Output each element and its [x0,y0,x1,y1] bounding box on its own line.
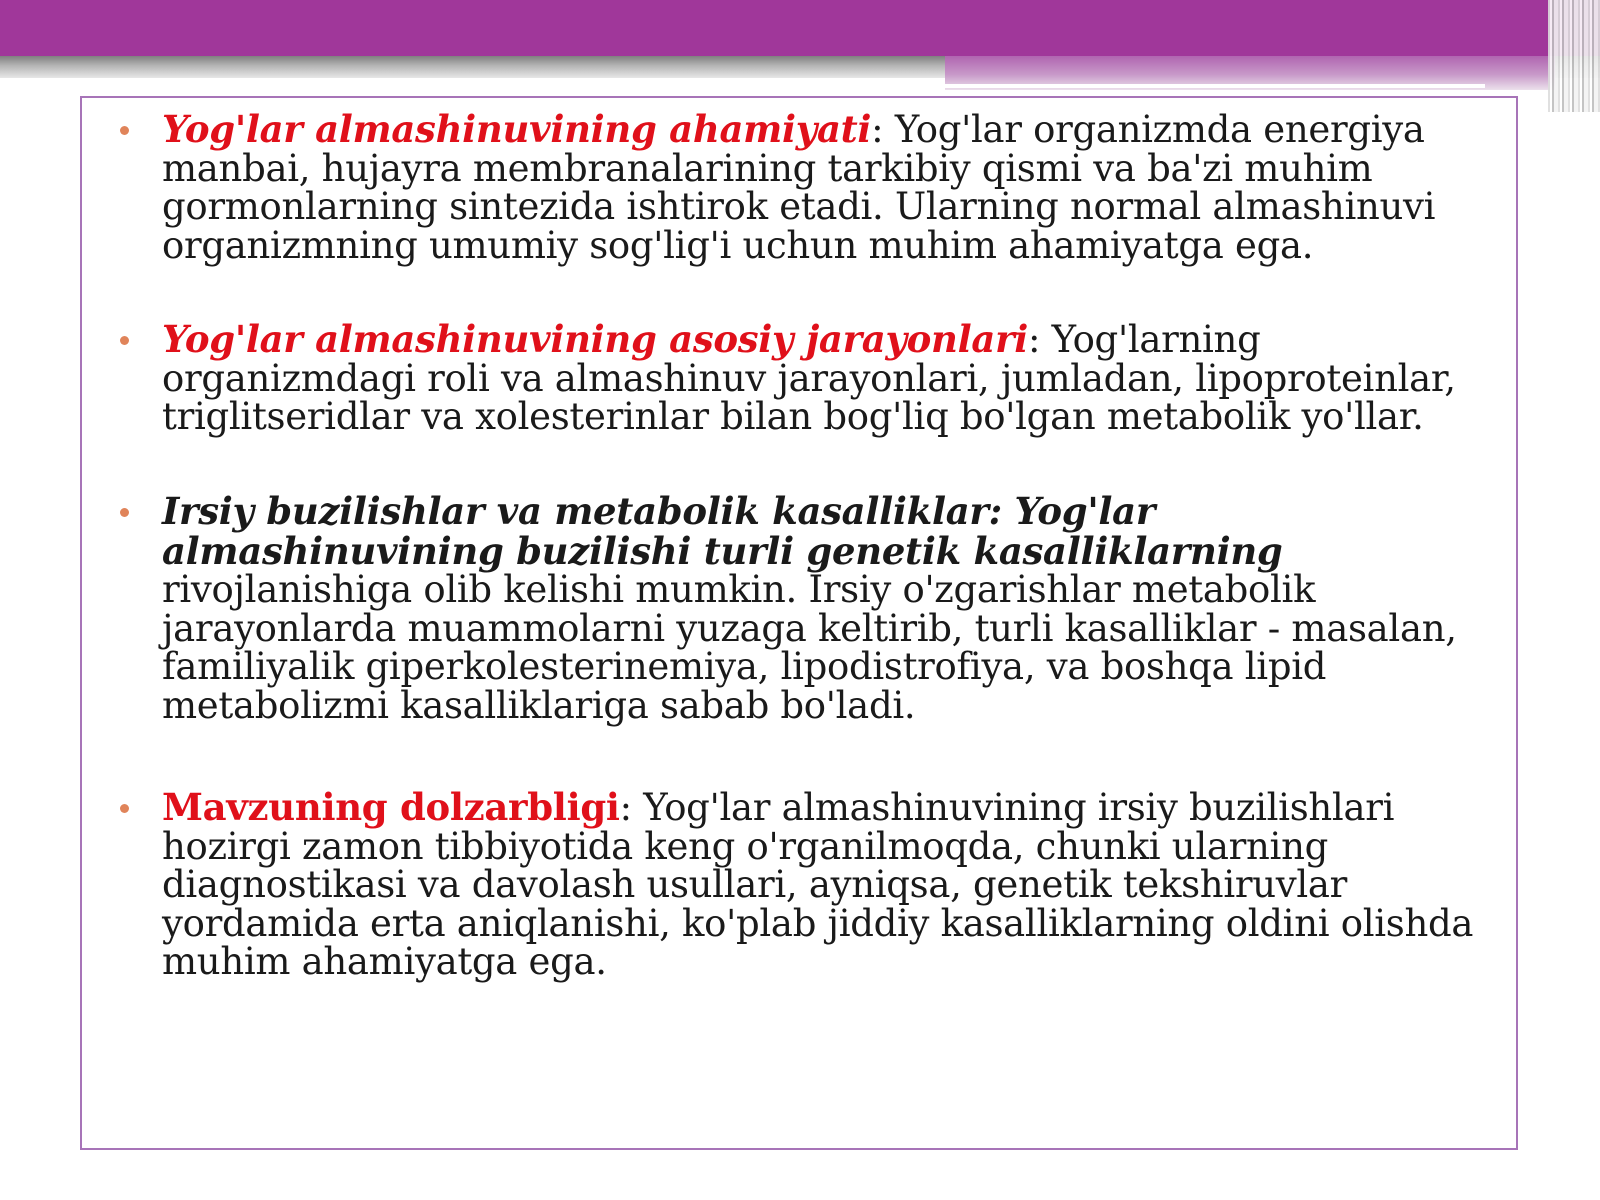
bullet-text: rivojlanishiga olib kelishi mumkin. Irsiy o'zgarishlar metabolik jarayonlarda muammolarni yuzaga keltirib, turli kasalliklar - masalan, familiyalik giperkolesterinemiya, lipodistrofiya, va boshqa lipid metabolizmi kasalliklariga sabab bo'ladi. [162,568,1457,727]
header-bar [0,0,1600,56]
bullet-separator: : [619,786,644,829]
bullet-list [82,98,1516,1148]
bullet-dot-icon [120,508,129,517]
bullet-text: Yog'lar almashinuvining irsiy buzilishlari hozirgi zamon tibbiyotida keng o'rganilmoqda, chunki ularning diagnostikasi va davolash usullari, ayniqsa, genetik tekshiruvlar yordamida erta aniqlanishi, ko'plab jiddiy kasalliklarning oldini olishda muhim ahamiyatga ega. [162,786,1474,983]
bullet-text: Yog'lar organizmda energiya manbai, hujayra membranalarining tarkibiy qismi va ba'zi muhim gormonlarning sintezida ishtirok etadi. Ularning normal almashinuvi organizmning umumiy sog'lig'i uchun muhim ahamiyatga ega. [162,108,1436,267]
bullet-dot-icon [120,336,129,345]
corner-stripes-decoration [1548,0,1600,112]
bullet-heading: Irsiy buzilishlar va metabolik kasalliklar: Yog'lar almashinuvining buzilishi turli genetik kasalliklarning [162,489,1283,573]
bullet-dot-icon [120,126,129,135]
bullet-item-hereditary-disorders [162,489,1492,727]
bullet-separator: : [1028,318,1052,361]
bullet-item-importance [162,107,1492,267]
bullet-separator: : [871,108,895,151]
header-accent-line [945,84,1485,88]
bullet-item-relevance [162,785,1492,983]
bullet-text: Yog'larning organizmdagi roli va almashinuv jarayonlari, jumladan, lipoproteinlar, triglitseridlar va xolesterinlar bilan bog'liq bo'lgan metabolik yo'llar. [162,318,1456,438]
bullet-heading: Yog'lar almashinuvining ahamiyati [162,107,872,151]
bullet-item-processes [162,317,1492,438]
bullet-dot-icon [120,804,129,813]
content-frame [80,96,1518,1150]
bullet-heading: Mavzuning dolzarbligi [162,785,620,829]
bullet-heading: Yog'lar almashinuvining asosiy jarayonlari [162,317,1029,361]
